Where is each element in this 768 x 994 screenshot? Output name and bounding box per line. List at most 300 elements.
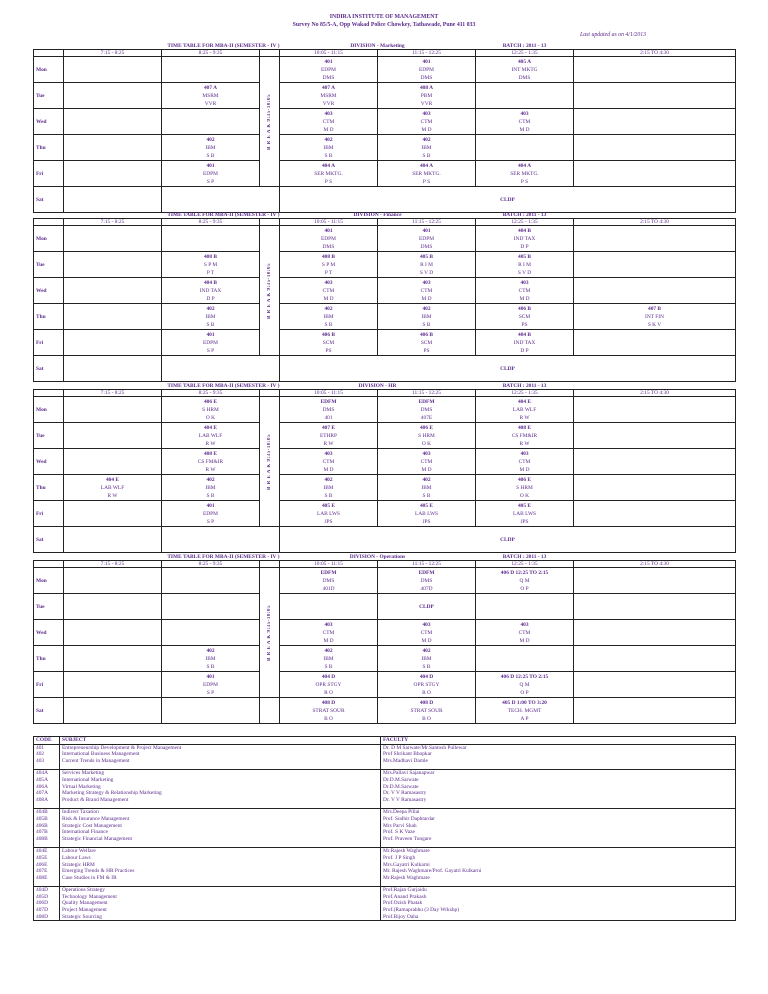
slot-cell <box>378 226 476 252</box>
day-label: Fri <box>34 161 64 187</box>
legend-row <box>34 809 736 816</box>
slot-cell <box>574 501 736 527</box>
slot-cell <box>162 135 260 161</box>
slot-cell <box>162 527 280 553</box>
day-label: Thu <box>34 646 64 672</box>
slot-faculty: DMS <box>420 74 433 81</box>
slot-cell <box>476 109 574 135</box>
slot-faculty: S P <box>206 347 215 354</box>
break-label: B R E A K 9:35-10:05 <box>266 93 272 150</box>
last-updated: Last updated as on 4/1/2013 <box>580 32 647 38</box>
slot-cell <box>64 646 162 672</box>
slot-subject: IBM <box>205 655 216 662</box>
slot-code: 405 E <box>321 502 336 509</box>
legend-code: 406E <box>34 862 60 869</box>
time-slot-header: 12:25 - 1:35 <box>476 561 574 568</box>
slot-cell <box>280 646 378 672</box>
slot-cell <box>476 161 574 187</box>
slot-cell <box>378 646 476 672</box>
legend-subject: Product & Brand Management <box>60 797 381 804</box>
legend-row <box>34 894 736 901</box>
day-row <box>34 594 736 620</box>
slot-cell <box>64 397 162 423</box>
slot-code: 401 <box>422 58 431 65</box>
slot-subject: R I M <box>420 261 433 268</box>
slot-code: 408 B <box>203 253 218 260</box>
slot-faculty: O K <box>421 440 432 447</box>
day-label: Fri <box>34 672 64 698</box>
slot-faculty: M D <box>519 126 530 133</box>
legend-faculty: Mrs.Madhavi Damle <box>381 758 736 765</box>
legend-subject: Labour Laws <box>60 855 381 862</box>
slot-subject: DMS <box>322 577 335 584</box>
slot-subject: EDPM <box>203 170 218 177</box>
slot-cell <box>64 672 162 698</box>
slot-cell <box>64 594 162 620</box>
slot-code: 407 B <box>648 305 662 312</box>
slot-cell <box>476 501 574 527</box>
slot-code: 404 A <box>321 162 336 169</box>
slot-code: 403 <box>324 110 333 117</box>
slot-cell <box>574 672 736 698</box>
slot-code: 403 <box>324 279 333 286</box>
legend-row <box>34 770 736 777</box>
slot-code: 403 <box>520 450 529 457</box>
legend-code: 405D <box>34 894 60 901</box>
legend-row <box>34 744 736 751</box>
slot-cell <box>378 135 476 161</box>
slot-code: 404 D <box>419 673 434 680</box>
legend-code: 404A <box>34 770 60 777</box>
slot-faculty: JPS <box>324 518 333 525</box>
time-slot-header: 7:15 - 8:25 <box>64 50 162 57</box>
slot-subject: IBM <box>421 313 432 320</box>
break-header <box>260 390 280 397</box>
slot-cell <box>64 304 162 330</box>
slot-cell <box>476 672 574 698</box>
time-slot-header: 12:25 - 1:35 <box>476 390 574 397</box>
slot-code: 403 <box>324 450 333 457</box>
day-row <box>34 397 736 423</box>
legend-faculty: Prof. S K Vaze <box>381 829 736 836</box>
slot-faculty: M D <box>519 637 530 644</box>
slot-subject: LAB WLF <box>100 484 125 491</box>
slot-cell <box>378 568 476 594</box>
timetable-section <box>33 554 736 724</box>
slot-code: 408 D <box>321 699 336 706</box>
slot-faculty: M D <box>519 295 530 302</box>
slot-code: 402 <box>422 476 431 483</box>
slot-cell <box>476 397 574 423</box>
slot-code: 406 D 12:25 TO 2:15 <box>500 569 549 576</box>
slot-code: 404 E <box>517 398 532 405</box>
legend-code: 407E <box>34 868 60 875</box>
slot-code: 408 D <box>419 699 434 706</box>
day-label: Fri <box>34 330 64 356</box>
slot-faculty: A P <box>520 715 529 722</box>
day-label: Mon <box>34 397 64 423</box>
day-row <box>34 330 736 356</box>
slot-faculty: R O <box>324 689 333 696</box>
section-title: TIME TABLE FOR MBA-II (SEMESTER - IV ) <box>167 554 280 560</box>
slot-code: EDFM <box>320 569 337 576</box>
slot-code: 402 <box>422 305 431 312</box>
slot-cell <box>280 135 378 161</box>
slot-subject: CTM <box>420 287 433 294</box>
slot-faculty: S B <box>422 152 431 159</box>
legend-row <box>34 868 736 875</box>
break-header <box>260 561 280 568</box>
legend-subject: Emerging Trends & HR Practices <box>60 868 381 875</box>
day-row <box>34 304 736 330</box>
slot-faculty: S B <box>324 321 333 328</box>
slot-subject: DMS <box>420 406 433 413</box>
time-slot-header: 11:15 - 12:25 <box>378 50 476 57</box>
day-label: Mon <box>34 568 64 594</box>
day-label: Wed <box>34 449 64 475</box>
slot-cell <box>574 278 736 304</box>
slot-cell <box>162 620 260 646</box>
slot-code: 408 E <box>517 424 532 431</box>
slot-subject: EDPM <box>321 235 336 242</box>
slot-cell <box>64 527 162 553</box>
slot-cell <box>64 226 162 252</box>
slot-faculty: JPS <box>520 518 529 525</box>
legend-faculty: Prof.Rajan Gurjaidu <box>381 887 736 894</box>
slot-subject: S P M <box>321 261 336 268</box>
slot-subject: S HRM <box>202 406 219 413</box>
slot-cell <box>162 672 260 698</box>
slot-faculty: S B <box>324 152 333 159</box>
section-batch: BATCH : 2011 - 13 <box>502 212 547 218</box>
legend-subject: Indirect Taxation <box>60 809 381 816</box>
legend-faculty: Mr.Rajesh Waghmare <box>381 875 736 882</box>
day-row <box>34 423 736 449</box>
slot-cell <box>64 83 162 109</box>
slot-cell <box>280 304 378 330</box>
day-row <box>34 161 736 187</box>
legend-row <box>34 887 736 894</box>
section-batch: BATCH : 2011 - 13 <box>502 383 547 389</box>
slot-code: 406 B <box>518 305 532 312</box>
slot-faculty: DMS <box>322 243 335 250</box>
slot-faculty: M D <box>519 466 530 473</box>
slot-code: 401 <box>324 227 333 234</box>
slot-faculty: S B <box>422 492 431 499</box>
time-slot-header: 2:15 TO 4:30 <box>574 561 736 568</box>
slot-faculty: B O <box>324 715 333 722</box>
slot-cell <box>162 226 260 252</box>
slot-cell <box>378 278 476 304</box>
slot-code: CLDP <box>500 536 515 543</box>
time-slot-header: 2:15 TO 4:30 <box>574 219 736 226</box>
legend-code: 407B <box>34 829 60 836</box>
slot-subject: EDPM <box>203 681 218 688</box>
day-row <box>34 501 736 527</box>
day-row <box>34 527 736 553</box>
legend-faculty: Prof.Ozish Phatak <box>381 900 736 907</box>
slot-cell <box>476 646 574 672</box>
slot-faculty: 401 <box>324 414 333 421</box>
slot-cell <box>574 304 736 330</box>
break-header <box>260 50 280 57</box>
slot-faculty: S B <box>324 492 333 499</box>
time-slot-header: 7:15 - 8:25 <box>64 561 162 568</box>
legend-row <box>34 875 736 882</box>
slot-cell <box>378 83 476 109</box>
slot-subject: CTM <box>518 287 531 294</box>
slot-faculty: R W <box>519 414 530 421</box>
slot-subject: Q M <box>519 681 530 688</box>
day-row <box>34 278 736 304</box>
slot-cell <box>162 278 260 304</box>
slot-cell <box>162 109 260 135</box>
slot-subject: INT MKTG <box>511 66 538 73</box>
slot-code: 405 A <box>517 58 532 65</box>
legend-header: CODE <box>34 737 60 745</box>
slot-faculty: VVR <box>420 100 433 107</box>
legend-faculty: Mr. Rajesh Waghmare/Prof. Gayatri Kulkarni <box>381 868 736 875</box>
day-label: Tue <box>34 83 64 109</box>
section-batch: BATCH : 2011 - 13 <box>502 554 547 560</box>
slot-subject: IND TAX <box>513 339 536 346</box>
section-division: DIVISION - HR <box>358 383 397 389</box>
slot-faculty: O P <box>520 689 529 696</box>
slot-subject: TECH. MGMT <box>507 707 542 714</box>
timetable-section <box>33 212 736 382</box>
slot-faculty: M D <box>323 466 334 473</box>
slot-subject: CS FM&IR <box>511 432 538 439</box>
slot-subject: Q M <box>519 577 530 584</box>
day-row <box>34 83 736 109</box>
slot-faculty: M D <box>421 466 432 473</box>
slot-code: 402 <box>422 647 431 654</box>
legend-header: FACULTY <box>381 737 736 745</box>
break-column <box>260 226 280 356</box>
legend-code: 408A <box>34 797 60 804</box>
slot-subject: S HRM <box>516 484 533 491</box>
slot-cell <box>280 109 378 135</box>
slot-faculty: 401D <box>322 585 335 592</box>
day-label: Tue <box>34 423 64 449</box>
slot-cell <box>476 226 574 252</box>
slot-cell <box>162 304 260 330</box>
slot-cell <box>64 698 162 724</box>
slot-cell <box>574 57 736 83</box>
slot-cell <box>574 226 736 252</box>
slot-subject: SER MKTG. <box>314 170 343 177</box>
day-row <box>34 620 736 646</box>
slot-subject: LAB LWS <box>512 510 537 517</box>
legend-subject: Strategic Financial Management <box>60 836 381 843</box>
slot-cell <box>162 423 260 449</box>
legend-faculty: Mr.Rajesh Waghmare <box>381 848 736 855</box>
slot-cell <box>574 161 736 187</box>
slot-faculty: O K <box>519 492 530 499</box>
slot-subject: IBM <box>421 484 432 491</box>
legend-subject: International Finance <box>60 829 381 836</box>
slot-code: 407 E <box>321 424 336 431</box>
institute-address: Survey No 85/5-A, Opp Wakad Police Chowkey, Tathawade, Pune 411 033 <box>292 22 476 28</box>
legend-subject: Project Management <box>60 907 381 914</box>
slot-subject: S HRM <box>418 432 435 439</box>
slot-faculty: DMS <box>322 74 335 81</box>
slot-faculty: PS <box>423 347 430 354</box>
legend-subject: Quality Management <box>60 900 381 907</box>
slot-cell <box>162 187 280 213</box>
legend-code: 402 <box>34 751 60 758</box>
slot-faculty: DMS <box>420 243 433 250</box>
slot-cell <box>280 57 378 83</box>
slot-subject: R I M <box>518 261 531 268</box>
day-label: Tue <box>34 252 64 278</box>
slot-subject: IBM <box>323 313 334 320</box>
break-column <box>260 397 280 527</box>
slot-code: EDFM <box>418 569 435 576</box>
legend-code: 406D <box>34 900 60 907</box>
slot-subject: SCM <box>518 313 531 320</box>
slot-cell <box>280 594 378 620</box>
slot-code: 406 D 12:25 TO 2:15 <box>500 673 549 680</box>
slot-code: CLDP <box>500 365 515 372</box>
slot-cell <box>280 423 378 449</box>
slot-subject: LAB LWS <box>316 510 341 517</box>
slot-code: 405 E <box>419 502 434 509</box>
slot-cell <box>280 698 378 724</box>
slot-code: 402 <box>324 647 333 654</box>
legend-faculty: Prof.Anand Prakash <box>381 894 736 901</box>
slot-cell <box>280 449 378 475</box>
day-label: Wed <box>34 278 64 304</box>
slot-subject: LAB WLF <box>198 432 223 439</box>
slot-cell <box>574 252 736 278</box>
legend-code: 406B <box>34 823 60 830</box>
slot-faculty: VVR <box>204 100 217 107</box>
legend-code: 407A <box>34 790 60 797</box>
slot-cell <box>280 397 378 423</box>
slot-cell <box>378 620 476 646</box>
slot-subject: LAB LWS <box>414 510 439 517</box>
timetable-section <box>33 43 736 213</box>
slot-code: 404 B <box>518 331 532 338</box>
slot-code: 406 E <box>517 476 532 483</box>
slot-code: 401 <box>422 227 431 234</box>
day-row <box>34 356 736 382</box>
section-division: DIVISION - Operations <box>349 554 406 560</box>
slot-code: 403 <box>422 110 431 117</box>
slot-subject: S P M <box>203 261 218 268</box>
slot-cell <box>476 83 574 109</box>
slot-subject: EDPM <box>203 510 218 517</box>
slot-subject: OPR STGY <box>413 681 440 688</box>
slot-subject: OPR STGY <box>315 681 342 688</box>
slot-code: 403 <box>422 450 431 457</box>
day-label: Thu <box>34 135 64 161</box>
slot-cell <box>64 620 162 646</box>
slot-cell <box>378 475 476 501</box>
slot-faculty: S B <box>422 663 431 670</box>
slot-code: 402 <box>206 136 215 143</box>
legend-code: 407D <box>34 907 60 914</box>
slot-cell <box>476 278 574 304</box>
slot-faculty: O K <box>205 414 216 421</box>
slot-code: 403 <box>422 279 431 286</box>
slot-code: CLDP <box>500 196 515 203</box>
slot-cell <box>476 304 574 330</box>
slot-subject: CTM <box>420 629 433 636</box>
slot-cell <box>162 594 260 620</box>
slot-cell <box>280 620 378 646</box>
slot-cell <box>162 252 260 278</box>
break-label: B R E A K 9:35-10:05 <box>266 604 272 661</box>
slot-cell <box>574 475 736 501</box>
slot-subject: CTM <box>322 629 335 636</box>
slot-subject: MSRM <box>202 92 219 99</box>
slot-subject: DMS <box>420 577 433 584</box>
slot-cell <box>378 57 476 83</box>
legend-row <box>34 823 736 830</box>
legend-row <box>34 907 736 914</box>
slot-subject: SCM <box>420 339 433 346</box>
slot-cell <box>574 135 736 161</box>
legend-header: SUBJECT <box>60 737 381 745</box>
slot-code: 402 <box>206 305 215 312</box>
day-label: Sat <box>34 527 64 553</box>
slot-cell <box>378 698 476 724</box>
slot-code: 402 <box>324 305 333 312</box>
slot-cell <box>280 501 378 527</box>
legend-code: 404B <box>34 809 60 816</box>
day-row <box>34 226 736 252</box>
legend-subject: Case Studies in FM & IR <box>60 875 381 882</box>
slot-faculty: D P <box>520 243 529 250</box>
slot-cell <box>64 568 162 594</box>
legend-code: 408B <box>34 836 60 843</box>
legend-faculty: Dr. V V Ramasastry <box>381 797 736 804</box>
slot-subject: CTM <box>322 118 335 125</box>
time-slot-header: 10:05 - 11:15 <box>280 219 378 226</box>
day-label: Thu <box>34 475 64 501</box>
time-slot-header: 8:25 - 9:35 <box>162 561 260 568</box>
day-row <box>34 672 736 698</box>
slot-cell <box>162 501 260 527</box>
slot-code: 404 A <box>419 162 434 169</box>
legend-subject: Marketing Strategy & Relationship Marketing <box>60 790 381 797</box>
slot-faculty: P S <box>422 178 431 185</box>
slot-cell <box>476 423 574 449</box>
time-slot-header: 7:15 - 8:25 <box>64 219 162 226</box>
slot-cell <box>280 83 378 109</box>
slot-subject: SER MKTG. <box>412 170 441 177</box>
slot-faculty: M D <box>323 126 334 133</box>
legend-faculty: Prof.Bijoy Oaha <box>381 914 736 921</box>
time-slot-header: 8:25 - 9:35 <box>162 390 260 397</box>
section-batch: BATCH : 2011 - 13 <box>502 43 547 49</box>
slot-faculty: R W <box>205 440 216 447</box>
slot-faculty: P T <box>206 269 215 276</box>
slot-code: 405 D 1:00 TO 3:20 <box>502 699 547 706</box>
slot-cell <box>574 698 736 724</box>
slot-cell <box>64 330 162 356</box>
legend-faculty: Prof. Praveen Tungare <box>381 836 736 843</box>
slot-code: 405 B <box>518 253 532 260</box>
slot-code: 407 A <box>203 84 218 91</box>
slot-cell <box>378 397 476 423</box>
slot-subject: MSRM <box>320 92 337 99</box>
day-label: Thu <box>34 304 64 330</box>
slot-faculty: P S <box>324 178 333 185</box>
slot-code: 402 <box>422 136 431 143</box>
